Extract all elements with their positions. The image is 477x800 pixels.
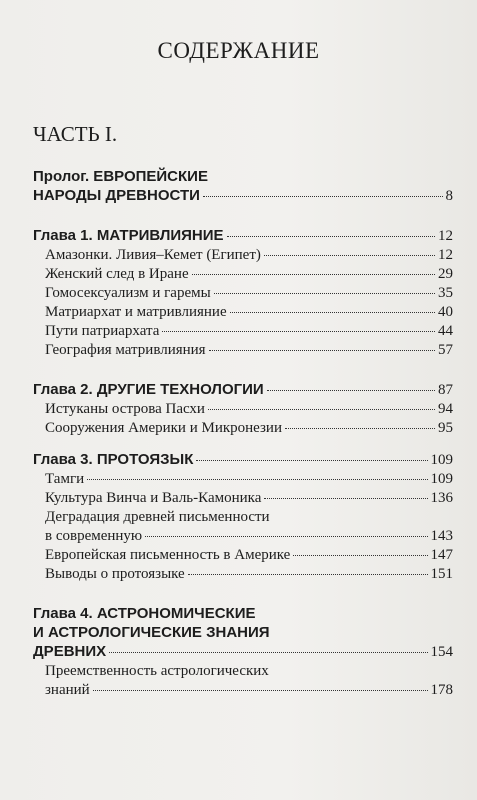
entry-page: 154 xyxy=(430,644,453,660)
entry-title: Сооружения Америки и Микронезии xyxy=(45,420,282,436)
section-entry[interactable] xyxy=(33,400,453,419)
entry-title: Тамги xyxy=(45,471,85,487)
dot-leader xyxy=(192,274,435,275)
dot-leader xyxy=(264,255,435,256)
entry-title: Европейская письменность в Америке xyxy=(45,547,291,563)
chapter-title-line: Глава 4. АСТРОНОМИЧЕСКИЕ xyxy=(33,605,256,622)
entry-page: 12 xyxy=(438,228,453,244)
prologue-entry[interactable] xyxy=(33,186,453,206)
entry-title: Истуканы острова Пасхи xyxy=(45,401,205,417)
entry-title: Выводы о протоязыке xyxy=(45,566,185,582)
chapter-1-entry[interactable] xyxy=(33,226,453,246)
dot-leader xyxy=(214,293,435,294)
entry-page: 87 xyxy=(438,382,453,398)
dot-leader xyxy=(109,652,427,653)
dot-leader xyxy=(162,331,435,332)
entry-page: 40 xyxy=(438,304,453,320)
section-entry[interactable] xyxy=(33,470,453,489)
chapter-2-entry[interactable] xyxy=(33,380,453,400)
dot-leader xyxy=(264,498,427,499)
section-entry[interactable] xyxy=(33,284,453,303)
entry-title-line: Преемственность астрологических xyxy=(45,663,269,679)
entry-page: 151 xyxy=(430,566,453,582)
dot-leader xyxy=(208,409,435,410)
entry-page: 8 xyxy=(445,188,453,204)
section-entry[interactable] xyxy=(33,341,453,360)
section-entry[interactable] xyxy=(33,265,453,284)
entry-page: 44 xyxy=(438,323,453,339)
section-entry[interactable] xyxy=(33,489,453,508)
entry-title: Женский след в Иране xyxy=(45,266,189,282)
entry-title: Гомосексуализм и гаремы xyxy=(45,285,211,301)
entry-page: 178 xyxy=(430,682,453,698)
table-of-contents xyxy=(33,167,453,700)
dot-leader xyxy=(196,460,427,461)
entry-page: 147 xyxy=(430,547,453,563)
chapter-title: ДРЕВНИХ xyxy=(33,643,107,660)
part-heading: ЧАСТЬ I. xyxy=(33,122,118,146)
entry-title: НАРОДЫ ДРЕВНОСТИ xyxy=(33,187,200,204)
section-entry[interactable] xyxy=(33,322,453,341)
dot-leader xyxy=(267,390,435,391)
section-entry[interactable] xyxy=(33,303,453,322)
entry-page: 109 xyxy=(430,452,453,468)
entry-page: 136 xyxy=(430,490,453,506)
dot-leader xyxy=(227,236,435,237)
entry-page: 109 xyxy=(430,471,453,487)
entry-title-line: Деградация древней письменности xyxy=(45,509,270,525)
entry-title: в современную xyxy=(45,528,143,544)
section-entry[interactable] xyxy=(33,246,453,265)
entry-title: знаний xyxy=(45,682,90,698)
chapter-4-entry[interactable] xyxy=(33,642,453,662)
dot-leader xyxy=(188,574,428,575)
entry-title: Матриархат и матривлияние xyxy=(45,304,227,320)
dot-leader xyxy=(145,536,427,537)
entry-title: География матривлияния xyxy=(45,342,206,358)
dot-leader xyxy=(230,312,435,313)
chapter-title-line: И АСТРОЛОГИЧЕСКИЕ ЗНАНИЯ xyxy=(33,624,270,641)
entry-page: 35 xyxy=(438,285,453,301)
chapter-title: Глава 2. ДРУГИЕ ТЕХНОЛОГИИ xyxy=(33,381,264,398)
entry-page: 57 xyxy=(438,342,453,358)
entry-page: 12 xyxy=(438,247,453,263)
section-entry[interactable] xyxy=(33,681,453,700)
dot-leader xyxy=(87,479,427,480)
dot-leader xyxy=(93,690,428,691)
chapter-3-entry[interactable] xyxy=(33,450,453,470)
entry-page: 95 xyxy=(438,420,453,436)
entry-title: Пути патриархата xyxy=(45,323,160,339)
chapter-title: Глава 1. МАТРИВЛИЯНИЕ xyxy=(33,227,224,244)
entry-title: Культура Винча и Валь-Камоника xyxy=(45,490,262,506)
page-title: СОДЕРЖАНИЕ xyxy=(157,38,320,63)
dot-leader xyxy=(285,428,435,429)
section-entry[interactable] xyxy=(33,527,453,546)
chapter-title: Глава 3. ПРОТОЯЗЫК xyxy=(33,451,194,468)
dot-leader xyxy=(209,350,435,351)
prologue-title-line: Пролог. ЕВРОПЕЙСКИЕ xyxy=(33,168,208,185)
entry-page: 94 xyxy=(438,401,453,417)
section-entry[interactable] xyxy=(33,419,453,438)
entry-title: Амазонки. Ливия–Кемет (Египет) xyxy=(45,247,261,263)
entry-page: 143 xyxy=(430,528,453,544)
section-entry[interactable] xyxy=(33,546,453,565)
dot-leader xyxy=(203,196,443,197)
dot-leader xyxy=(293,555,427,556)
section-entry[interactable] xyxy=(33,565,453,584)
entry-page: 29 xyxy=(438,266,453,282)
